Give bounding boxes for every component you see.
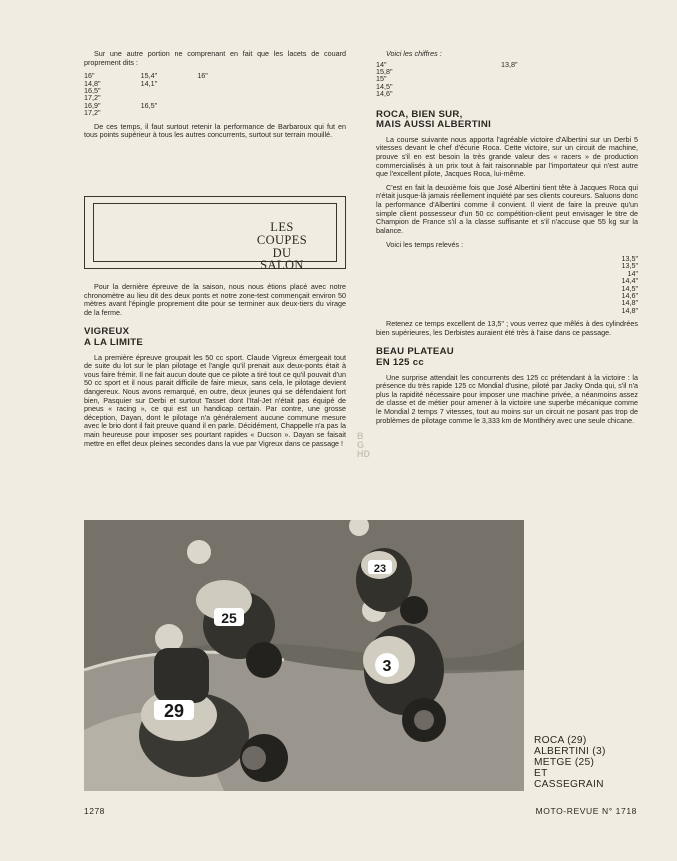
table-row <box>376 255 638 262</box>
caption-line: ALBERTINI (3) <box>534 746 606 757</box>
intro-temps-releves: Voici les temps relevés : <box>386 240 464 250</box>
heading-vigreux <box>84 327 346 348</box>
time-value: 17,2" <box>84 108 101 118</box>
time-value: 15" <box>376 74 387 84</box>
heading-line: MAIS AUSSI ALBERTINI <box>376 119 492 131</box>
section-title-box <box>84 196 346 273</box>
section-title <box>247 221 317 272</box>
time-value: 14,4" <box>621 276 638 286</box>
time-value: 15,4" <box>140 71 158 81</box>
time-value: 14" <box>376 59 387 69</box>
time-value: 14,8" <box>84 78 101 88</box>
table-row <box>376 285 638 292</box>
table-row <box>376 277 638 284</box>
table-row <box>376 83 626 90</box>
section-title-line: LES <box>270 220 294 234</box>
paragraph-beau-plateau: Une surprise attendait les concurrents des 125 cc prétendant à la victoire : la présence du très rapide 125 cc Mondial d'usine, piloté par Jacky Onda qui, s'il n'a plus la rapidité nécessaire pour imposer une machine privée, a néanmoins assez de classe et de métier pour amener à la victoire une superbe mécanique comme le Mondial 2 temps 7 vitesses, tout au moins sur un circuit ne posant pas trop de problèmes de pilotage comme le 3,333 km de Montlhéry avec une seule chicane. <box>376 372 638 425</box>
table-row <box>84 102 254 109</box>
race-photo <box>84 520 524 791</box>
paragraph-barbaroux: De ces temps, il faut surtout retenir la performance de Barbaroux qui fut en tous points supérieur à tous les autres concurrents, surtout sur terrain mouillé. <box>84 121 346 140</box>
page-number: 1278 <box>84 806 105 816</box>
time-value: 14,5" <box>621 283 638 293</box>
time-value: 14,8" <box>621 298 638 308</box>
caption-line: ROCA (29) <box>534 735 587 746</box>
table-row <box>84 80 254 87</box>
race-number-3: 3 <box>382 658 392 675</box>
heading-line: A LA LIMITE <box>84 336 144 348</box>
time-value: 14,6" <box>621 290 638 300</box>
table-row <box>84 109 254 116</box>
right-intro: Voici les chiffres : <box>386 49 442 58</box>
time-value: 16" <box>197 71 208 81</box>
table-row <box>376 68 626 75</box>
time-value <box>141 87 198 94</box>
section-title-line: DU <box>272 245 292 260</box>
paragraph-retenez: Retenez ce temps excellent de 13,5" ; vous verrez que mêlés à des cylindrées bien supérieures, les Derbistes auraient été très à l'aise dans ce passage. <box>376 319 638 337</box>
table-row <box>376 307 638 314</box>
heading-beau-plateau <box>376 347 638 368</box>
watermark-logo: B G HD <box>357 431 370 459</box>
times-table-50cc <box>376 61 626 98</box>
time-value <box>197 102 254 109</box>
paragraph-vigreux: La première épreuve groupait les 50 cc sport. Claude Vigreux émergeait tout de suite du lot sur le plan pilotage et l'angle qu'il prenait aux deux-ponts était à vous faire frémir. Il ne fait aucun doute que ce pilote a tiré tout ce qu'il pouvait d'un 50 cc sport et il nous parait difficile de faire mieux, sans cela, le pilotage devient dangereux. Nous avons remarqué, en outre, deux jeunes qui se défendaient fort bien, Pasquier sur Derbi et surtout Tasset dont l'Ital-Jet n'était pas équipé de pneus « racing », ce qui est un handicap certain. Par contre, une grosse déception, Dayan, dont le pilotage n'a généralement aucune commune mesure avec le brio dont il fait preuve quand il en parle. Décidément, Chappelle n'a pas la main heureuse pour imposer ses pourtant rapides « Ducson ». Dayan se faisait mettre en effet deux pleines secondes dans la vue par Vigreux dans ce passage ! <box>84 352 346 448</box>
time-value <box>141 109 198 116</box>
table-row <box>376 270 638 277</box>
left-column-lower <box>84 283 346 453</box>
paragraph-roca-1: La course suivante nous apporta l'agréable victoire d'Albertini sur un Derbi 5 vitesses devant le chef d'écurie Roca. Cette victoire, sur un circuit de machine, prouve s'il en est besoin la très grande valeur des « racers » de production commercialisés à un prix tout à fait raisonnable par l'importateur qui n'est autre que l'excellent pilote, Jacques Roca, lui-même. <box>376 134 638 179</box>
time-value: 14,8" <box>621 305 638 315</box>
heading-line: EN 125 cc <box>376 356 425 368</box>
paragraph-derniere-epreuve: Pour la dernière épreuve de la saison, nous nous étions placé avec notre chronomètre au lieu dit des deux ponts et notre zone-test commençait environ 50 mètres avant l'épingle proprement dite pour se terminer aux deux-tiers du virage de la ferme. <box>84 282 346 317</box>
caption-line: CASSEGRAIN <box>534 779 604 790</box>
table-row <box>376 262 638 269</box>
time-value: 16,5" <box>140 100 158 110</box>
time-value: 16,9" <box>84 100 101 110</box>
magazine-issue: MOTO-REVUE N° 1718 <box>535 806 637 816</box>
race-number-25: 25 <box>221 610 237 626</box>
section-title-line: COUPES <box>256 232 308 247</box>
time-value: 17,2" <box>84 93 101 103</box>
times-table-releves <box>376 255 638 314</box>
time-value: 13,5" <box>621 261 638 271</box>
time-value <box>501 83 626 90</box>
heading-line: VIGREUX <box>84 326 130 338</box>
table-row <box>376 90 626 97</box>
times-table-lacets <box>84 72 254 116</box>
time-value <box>197 87 254 94</box>
table-row <box>84 94 254 101</box>
time-value: 14,6" <box>376 89 393 99</box>
time-value <box>197 109 254 116</box>
race-photo-image <box>84 520 524 791</box>
time-value <box>501 90 626 97</box>
time-value: 13,8" <box>501 59 518 69</box>
caption-line: ET <box>534 768 548 779</box>
time-value <box>501 75 626 82</box>
section-title-line: SALON <box>260 258 304 273</box>
table-row <box>376 61 626 68</box>
heading-roca <box>376 110 638 131</box>
table-row <box>84 87 254 94</box>
paragraph-roca-2: C'est en fait la deuxième fois que José Albertini tient tête à Jacques Roca qui n'était jusque-là jamais réellement inquiété par ses clients coureurs. Saluons donc la performance d'Albertini comme il convient. Il vient de faire la preuve qu'un simple client possesseur d'un 50 cc compétition-client peut envisager le titre de Champion de France s'il a la classe suffisante et s'il n'accuse que 55 kg sur la balance. <box>376 182 638 235</box>
table-row <box>376 75 626 82</box>
time-value: 16,5" <box>84 86 101 95</box>
time-value: 14" <box>627 268 638 278</box>
race-number-23: 23 <box>373 563 387 575</box>
heading-line: ROCA, BIEN SUR, <box>376 108 463 120</box>
time-value: 13,5" <box>621 253 638 263</box>
time-value: 14,5" <box>376 81 393 91</box>
time-value: 14,1" <box>140 78 158 88</box>
left-column <box>84 50 346 145</box>
time-value <box>197 94 254 101</box>
table-row <box>376 292 638 299</box>
time-value: 16" <box>84 71 95 81</box>
time-value: 15,8" <box>376 67 393 76</box>
photo-caption <box>534 735 634 790</box>
left-intro: Sur une autre portion ne comprenant en fait que les lacets de couard proprement dits : <box>84 49 346 67</box>
table-row <box>84 72 254 79</box>
race-number-29: 29 <box>163 701 185 721</box>
right-column <box>376 50 638 430</box>
time-value <box>501 68 626 75</box>
caption-line: METGE (25) <box>534 757 595 768</box>
heading-line: BEAU PLATEAU <box>376 346 455 358</box>
table-row <box>376 299 638 306</box>
time-value <box>197 80 254 87</box>
